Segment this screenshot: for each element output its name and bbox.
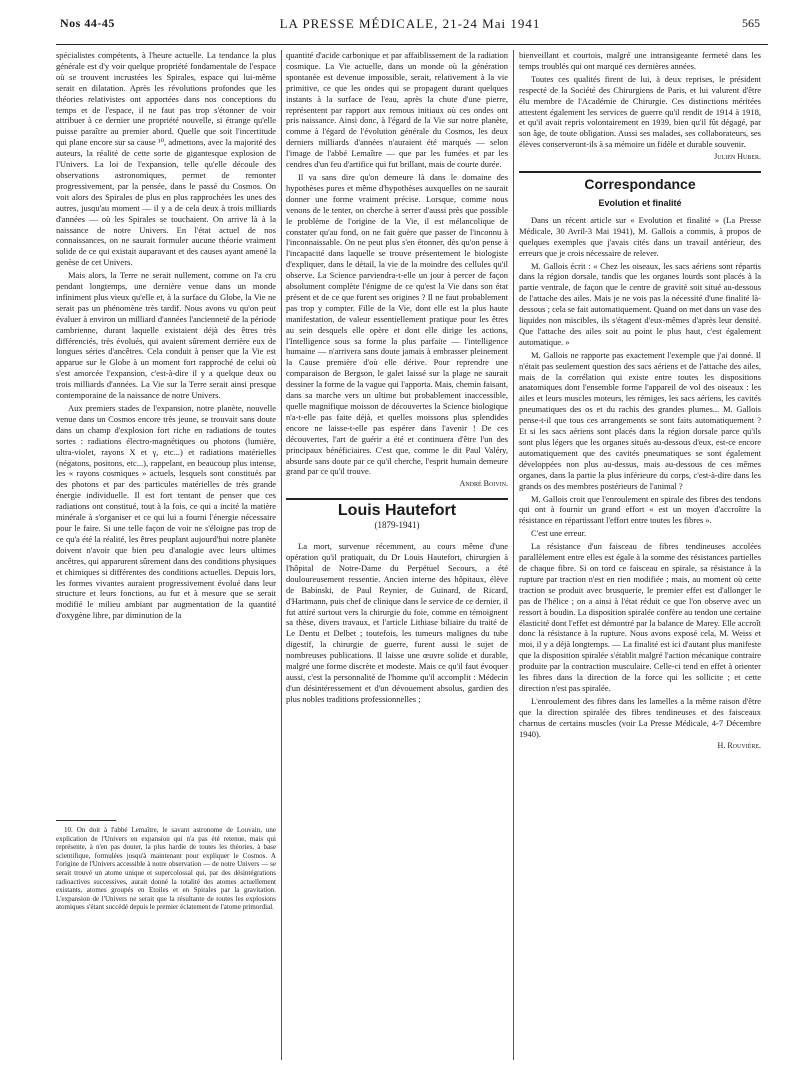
column-3 (519, 50, 761, 1060)
paragraph: M. Gallois croit que l'enroulement en spirale des fibres des tendons qui ont à fournir un grand effort « est un moyen d'accroître la résistance en répartissant l'effort entre toutes les fibres ». (519, 493, 761, 526)
header-rule (56, 44, 768, 45)
paragraph: Dans un récent article sur « Evolution et finalité » (La Presse Médicale, 30 Avril-3 Mai 1941), M. Gallois a commis, à propos de quelques exemples que j'avais cités dans un travail antérieur, des erreurs que je crois nécessaire de relever. (519, 214, 761, 258)
journal-title-date: LA PRESSE MÉDICALE, 21-24 Mai 1941 (279, 16, 541, 31)
obituary-dates: (1879-1941) (374, 520, 420, 531)
paragraph: Il va sans dire qu'on demeure là dans le domaine des hypothèses pures et même d'hypothèses auxquelles on ne saurait donner une forme vraiment précise. Lorsque, comme nous venons de le tenter, on cherche à serrer d'aussi près que possible le problème de l'origine de la Vie, il est mélancolique de constater qu'au fond, on ne fait guère que passer de l'inconnu à l'inconnaissable. On ne peut plus s'en étonner, dès qu'on pense à l'incapacité dans laquelle se trouve présentement le biologiste d'expliquer, dans le détail, la vie de la moindre des cellules qu'il observe. La Science parviendra-t-elle un jour à percer de façon absolument complète l'énigme de ce qu'est la Vie dans son état présent et de ce que furent ses origines ? Il ne faut probablement pas trop y compter. Fille de la Vie, dont elle est la plus haute manifestation, de valeur essentiellement pratique pour les êtres au sein desquels elle opère et dont elle dirige les actions, l'Intelligence sous sa forme la plus parfaite — l'intelligence humaine — n'arrivera sans doute jamais à embrasser pleinement la Cause première d'où elle dérive. Pour reprendre une comparaison de Bergson, le galet laissé sur la plage ne saurait dessiner la forme de la vague qui l'apporta. Mais, chemin faisant, dans sa marche vers un ultime but probablement inaccessible, quelle magnifique moisson de découvertes la Science biologique n'a-t-elle pas faite déjà, et quelles moissons plus splendides encore ne laisse-t-elle pas espérer dans l'avenir ! De ces découvertes, l'art de guérir a été et continuera d'être l'un des principaux bénéficiaires. C'est que, comme le dit Paul Valéry, absurde sans doute par ce qu'il cherche, l'esprit humain demeure grand par ce qu'il trouve. (286, 171, 508, 477)
correspondance-signature: H. Rouvière. (717, 741, 761, 751)
footnote-text: 10. On doit à l'abbé Lemaître, le savant astronome de Louvain, une explication de l'Univers en expansion qui n'a pas été retenue, mais qui représente, à n'en pas douter, la plus hardie de toutes les théories, à base scientifique, formulées jusqu'à maintenant pour expliquer le Cosmos. A l'origine de l'Univers accessible à notre observation — de notre Univers — se serait trouvé un atome unique et supercolossal qui, par des désintégrations radioactives successives, aurait donné la totalité des atomes actuellement existants, atomes groupés en Etoiles et en Spirales par la gravitation. L'expansion de l'Univers ne serait que la résultante de toutes les explosions atomiques s'étant succédé depuis le premier éclatement de l'atome primordial. (56, 826, 276, 912)
paragraph: M. Gallois écrit : « Chez les oiseaux, les sacs aériens sont répartis dans la région dorsale, tandis que les organes lourds sont placés à la partie ventrale, de façon que le centre de gravité soit situé au-dessous de l'attache des ailes. Mais je ne vois pas la nécessité d'une finalité là-dessous ; cela se fait automatiquement. Quand on met dans un vase des liquides non miscibles, ils s'étagent d'eux-mêmes d'après leur densité. Que l'attache des ailes soit au point le plus haut, c'est également automatique. » (519, 260, 761, 347)
paragraph: Mais alors, la Terre ne serait nullement, comme on l'a cru pendant longtemps, une dernière venue dans un monde infiniment plus vieux qu'elle et, à la surface du Globe, la Vie ne serait pas un phénomène très tardif. Nous avons vu qu'on peut évaluer à environ un milliard d'années l'ancienneté de la période cambrienne, durant laquelle existaient déjà des êtres très différenciés, très évolués, qui avaient sûrement derrière eux de longues séries d'ancêtres. Cela conduit à penser que la Vie est apparue sur le Globe à un moment fort rapproché de celui où s'est amorcée l'expansion, c'est-à-dire il y a quelque deux ou trois milliards d'années. La Vie sur la Terre serait ainsi presque contemporaine de la naissance de notre Univers. (56, 270, 276, 401)
footnote (56, 826, 276, 912)
section-rule (286, 498, 508, 500)
issue-number: Nos 44-45 (60, 16, 115, 30)
author-signature: André Boivin. (459, 479, 508, 489)
paragraph: M. Gallois ne rapporte pas exactement l'exemple que j'ai donné. Il n'était pas seulement question des sacs aériens et de l'attache des ailes, mais de la corrélation qui existe entre toutes les dispositions anatomiques dont l'ensemble forme l'appareil de vol des oiseaux : les ailes et leurs muscles moteurs, les rémiges, les sacs aériens, les cavités pneumatiques des os et du rachis des grandes plumes... M. Gallois pense-t-il que tous ces arrangements se sont faits automatiquement ? Et si les sacs aériens sont placés dans la région dorsale parce qu'ils sont plus légers que les organes situés au-dessous d'eux, est-ce encore automatiquement que des cavités pneumatiques se sont également développées non plus au-dessus, mais au-dessous de ces mêmes organes, dans la partie la plus inférieure du corps, c'est-à-dire dans les grands os des membres postérieurs de l'animal ? (519, 349, 761, 491)
column-2 (286, 50, 508, 1060)
obituary-title: Louis Hautefort (337, 502, 457, 520)
page-header (60, 16, 760, 42)
column-divider (281, 50, 282, 1060)
paragraph: La résistance d'un faisceau de fibres tendineuses accolées parallèlement entre elles est égale à la somme des résistances partielles de chaque fibre. Si on tord ce faisceau en spirale, sa résistance à la rupture par traction n'est en rien modifiée ; mais, au moment où cette traction se produit avec brusquerie, le premier effet est d'allonger le pas de l'hélice ; on a ainsi à l'état réduit ce que l'on observe avec un ressort à boudin. La disposition spiralée confère au tendon une certaine élasticité dont l'effet est démontré par la balance de Marey. Elle accroît donc la résistance à la rupture. Nous avons exposé cela, M. Weiss et moi, il y a déjà longtemps. — La finalité est ici d'autant plus manifeste que la disposition spiralée s'établit malgré l'action mécanique contraire produite par la contraction musculaire. Celle-ci tend en effet à orienter les fibres dans la direction de la force qui les sollicite ; et cette direction n'est pas spiralée. (519, 541, 761, 693)
paragraph: Toutes ces qualités firent de lui, à deux reprises, le président respecté de la Société des Chirurgiens de Paris, et lui valurent d'être élu membre de l'Académie de Chirurgie. Ces distinctions méritées attestent également les services de guerre qu'il rendit de 1914 à 1918, et qu'il avait repris volontairement en 1939, bien qu'il fût dégagé, par son âge, de toute obligation. Aussi ses malades, ses collaborateurs, ses élèves conserveront-ils à sa mémoire un fidèle et durable souvenir. (519, 73, 761, 150)
paragraph: C'est une erreur. (531, 528, 587, 539)
paragraph: Aux premiers stades de l'expansion, notre planète, nouvelle venue dans un Cosmos encore très jeune, se trouvait sans doute dans un champ d'explosion fort riche en radiations de toutes sortes : radiations électro-magnétiques ou photons (lumière, ultra-violet, rayons X et γ, etc...) et radiations matérielles (négatons, positons, etc...), rappelant, en beaucoup plus intense, les « rayons cosmiques » actuels, lesquels sont constitués par des photons et par des particules matérielles de très grande énergie individuelle. Il est fort tentant de penser que ces radiations ont constitué, tout à la fois, ce qui a incité la matière minérale à s'organiser et ce qui lui a fourni l'énergie nécessaire pour le faire. Si une telle façon de voir ne s'éloigne pas trop de ce qu'a été la réalité, les êtres peuplant aujourd'hui notre planète doivent n'avoir que bien peu d'analogie avec leurs ultimes ancêtres, qui apparurent sûrement dans des conditions physiques et chimiques si différentes des conditions actuelles. Depuis lors, les formes vivantes auraient progressivement évolué dans leur structure et leurs fonctions, au fur et à mesure que se serait modifié le milieu ambiant par augmentation de la quantité d'oxygène libre, par diminution de la (56, 403, 276, 621)
section-rule (519, 171, 761, 173)
paragraph: spécialistes compétents, à l'heure actuelle. La tendance la plus générale est d'y voir quelque propriété fondamentale de l'espace où se trouvent incrustées les Spirales, espace qui lui-même serait en dilatation. Après les révolutions profondes que les théories relativistes ont apportées dans nos conceptions du temps et de l'espace, il ne faut pas trop s'étonner de voir attribuer à ce dernier une propriété nouvelle, si étrange qu'elle puisse paraître au premier abord. Quelle que soit l'incertitude qui plane encore sur sa cause ¹⁰, admettons, avec la majorité des auteurs, la réalité de cette sorte de gigantesque explosion de l'Univers. La loi de l'expansion, telle qu'elle découle des observations astronomiques, permet de remonter progressivement, par la pensée, dans le passé du Cosmos. On voit alors des Spirales de plus en plus rapprochées les unes des autres, jusqu'au moment — il y a de cela deux à trois milliards d'années — où les Spirales se touchaient. On arrive là à la naissance de notre Univers. En l'état actuel de nos connaissances, on ne saurait formuler aucune théorie vraiment solide de ce qui existait auparavant et des causes ayant amené la genèse de cet Univers. (56, 50, 276, 268)
paragraph: La mort, survenue récemment, au cours même d'une opération qu'il pratiquait, du Dr Louis Hautefort, chirurgien à l'hôpital de Notre-Dame du Perpétuel Secours, a été douloureusement ressentie. Ancien interne des hôpitaux, élève de Babinski, de Paul Reynier, de Guinard, de Ricard, d'Hartmann, puis chef de clinique dans le service de ce dernier, il fut attiré surtout vers la chirurgie du foie, comme en témoignent sa thèse, divers travaux, et l'article Lithiase biliaire du traité de Le Dentu et Delbet ; toutefois, les tumeurs malignes du tube digestif, la chirurgie de guerre, furent aussi le sujet de nombreuses publications. Il laisse une œuvre solide et durable, malgré une forme discrète et modeste. Mais ce qu'il faut évoquer aussi, c'est la personnalité de l'homme qu'il accomplit : Médecin d'un désintéressement et d'un dévouement absolus, gardien des plus nobles traditions professionnelles ; (286, 541, 508, 704)
obituary-signature: Julien Huber. (714, 152, 761, 162)
paragraph: bienveillant et courtois, malgré une intransigeante fermeté dans les temps troublés qui ont marqué ces dernières années. (519, 50, 761, 71)
correspondance-subtitle: Evolution et finalité (598, 197, 682, 208)
column-divider (513, 50, 514, 1060)
paragraph: L'enroulement des fibres dans les lamelles a la même raison d'être que la direction spiralée des fibres tendineuses et des faisceaux charnus de certains muscles (voir La Presse Médicale, 4-7 Décembre 1940). (519, 695, 761, 739)
correspondance-title: Correspondance (584, 176, 696, 193)
paragraph: quantité d'acide carbonique et par affaiblissement de la radiation cosmique. La Vie actuelle, dans un monde où la génération spontanée est devenue impossible, serait, relativement à la vie primitive, ce que les ondes qui se propagent durant quelques instants à la surface de l'eau, après la chute d'une pierre, représentent par rapport aux remous initiaux où ces ondes ont pris naissance. Ainsi donc, à l'égard de la Vie sur notre planète, comme à l'égard de l'évolution générale du Cosmos, les deux derniers milliards d'années n'auraient été marqués — selon l'image de l'abbé Lemaître — que par les fumées et par les cendres d'un feu d'artifice qui fut brillant, mais de courte durée. (286, 50, 508, 170)
page-number: 565 (742, 16, 760, 30)
footnote-rule (56, 820, 116, 821)
column-1 (56, 50, 276, 812)
